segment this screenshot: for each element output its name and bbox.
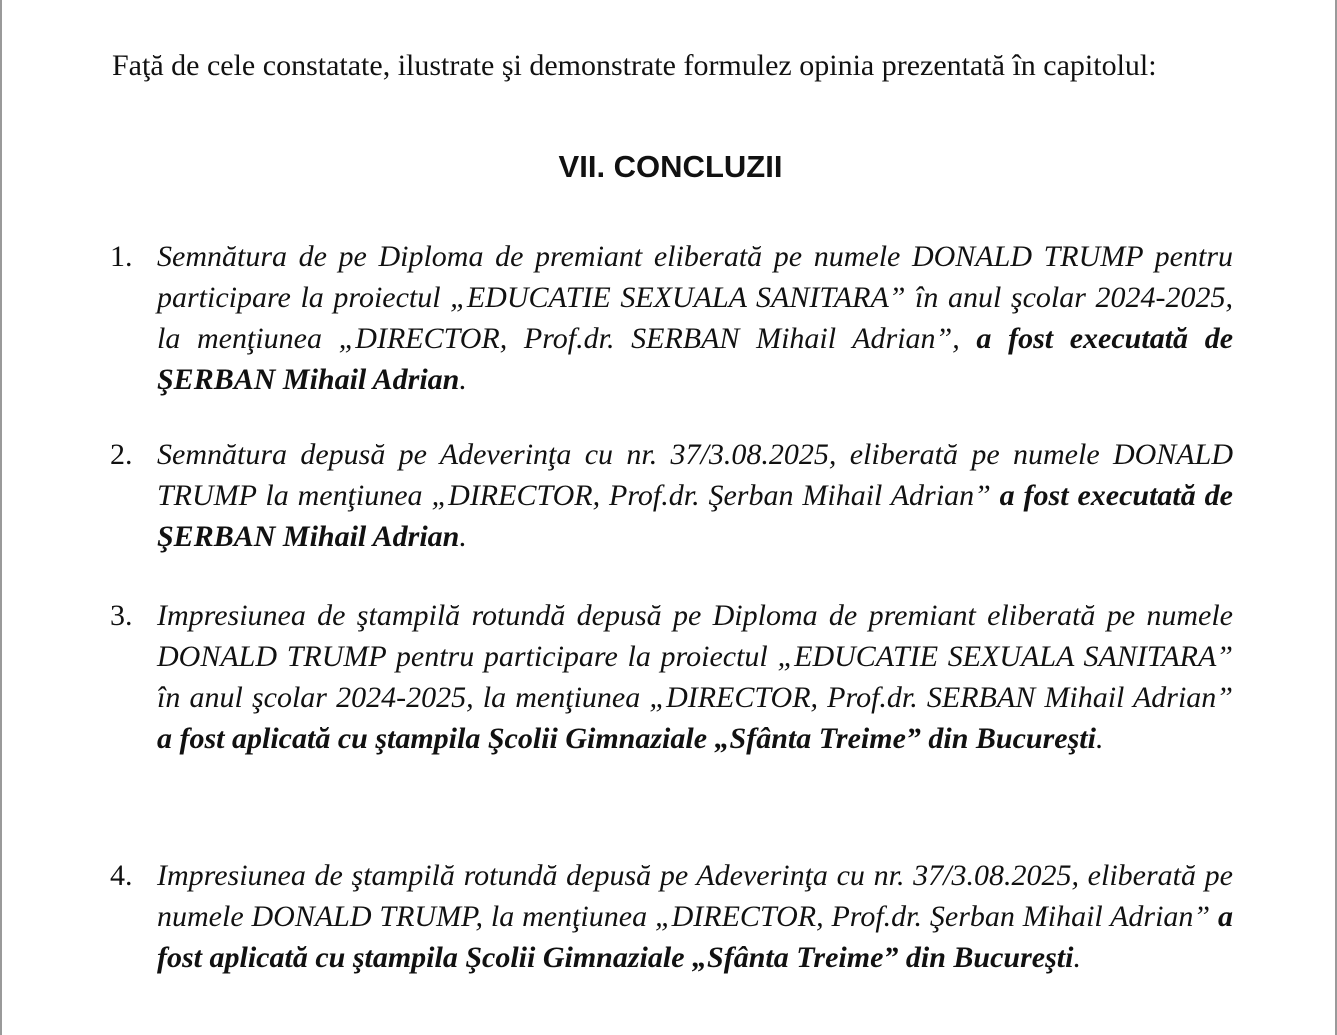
section-heading: VII. CONCLUZII (558, 149, 783, 184)
intro-paragraph: Faţă de cele constatate, ilustrate şi demonstrate formulez opinia prezentată în capitolul: (112, 49, 1157, 82)
conclusion-emphasis: a fost aplicată cu ştampila Şcolii Gimnaziale „Sfânta Treime” din Bucureşti (157, 900, 1233, 974)
conclusion-text: Semnătura de pe Diploma de premiant eliberată pe numele DONALD TRUMP pentru participare la proiectul „EDUCATIE SEXUALA SANITARA” în anul şcolar 2024-2025, la menţiunea „DIRECTOR, Prof.dr. SERBAN Mihail Adrian”, (157, 240, 1233, 355)
conclusion-emphasis: a fost aplicată cu ştampila Şcolii Gimnaziale „Sfânta Treime” din Bucureşti (157, 722, 1096, 755)
conclusion-body (157, 595, 1233, 759)
conclusion-text: Impresiunea de ştampilă rotundă depusă pe Diploma de premiant eliberată pe numele DONALD TRUMP pentru participare la proiectul „EDUCATIE SEXUALA SANITARA” în anul şcolar 2024-2025, la menţiunea „DIRECTOR, Prof.dr. SERBAN Mihail Adrian” (157, 599, 1233, 714)
conclusion-emphasis: a fost executată de ŞERBAN Mihail Adrian (157, 479, 1233, 553)
conclusion-end: . (1095, 722, 1104, 755)
conclusion-emphasis: a fost executată de ŞERBAN Mihail Adrian (157, 322, 1234, 396)
conclusion-body (157, 855, 1233, 978)
conclusion-number: 3. (110, 599, 133, 632)
conclusion-number: 2. (110, 438, 133, 471)
conclusion-number: 4. (110, 859, 133, 892)
conclusion-text: Semnătura depusă pe Adeverinţa cu nr. 37/3.08.2025, eliberată pe numele DONALD TRUMP la menţiunea „DIRECTOR, Prof.dr. Şerban Mihail Adrian” (157, 438, 1233, 512)
conclusion-end: . (459, 363, 467, 396)
conclusion-number: 1. (110, 240, 133, 273)
conclusion-body (157, 434, 1233, 557)
conclusion-end: . (459, 520, 467, 553)
conclusion-body (157, 236, 1233, 400)
conclusion-end: . (1073, 941, 1081, 974)
conclusion-item (110, 236, 1233, 400)
conclusion-text: Impresiunea de ştampilă rotundă depusă pe Adeverinţa cu nr. 37/3.08.2025, eliberată pe numele DONALD TRUMP, la menţiunea „DIRECTOR, Prof.dr. Şerban Mihail Adrian” (157, 859, 1233, 933)
conclusion-item (110, 595, 1233, 759)
conclusion-item (110, 855, 1233, 978)
conclusion-item (110, 434, 1233, 557)
